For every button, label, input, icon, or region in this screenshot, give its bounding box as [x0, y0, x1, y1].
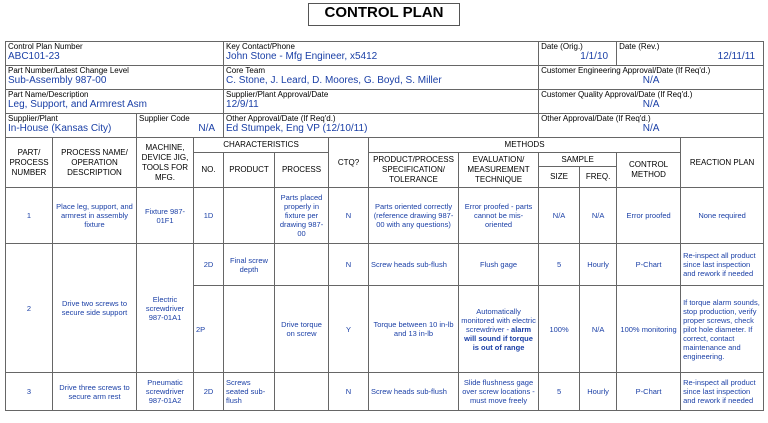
cust-quality-label: Customer Quality Approval/Date (If Req'd.): [541, 90, 693, 99]
process-name-cell: Drive two screws to secure side support: [53, 244, 137, 373]
control-method-cell: P-Chart: [617, 244, 681, 286]
size-cell: N/A: [539, 188, 580, 244]
freq-cell: N/A: [580, 188, 617, 244]
char-no-cell: 2D: [194, 244, 224, 286]
process-cell: [275, 373, 329, 411]
part-number-cell: 3: [6, 373, 53, 411]
freq-cell: Hourly: [580, 373, 617, 411]
part-name-cell: [6, 90, 224, 114]
cust-quality-value: N/A: [642, 99, 660, 110]
table-row: [6, 188, 764, 244]
part-number-cell: 2: [6, 244, 53, 373]
plant-approval-label: Supplier/Plant Approval/Date: [226, 90, 329, 99]
cust-quality-cell: [539, 90, 764, 114]
table-row: [6, 373, 764, 411]
cust-eng-cell: [539, 66, 764, 90]
col-no: NO.: [194, 153, 224, 188]
plan-number-cell: [6, 42, 224, 66]
col-methods: METHODS: [369, 138, 681, 153]
header-row-3: [6, 90, 764, 114]
evaluation-cell: Slide flushness gage over screw locations - must move freely: [459, 373, 539, 411]
core-team-value: C. Stone, J. Leard, D. Moores, G. Boyd, S. Miller: [226, 75, 442, 86]
plan-number-label: Control Plan Number: [8, 42, 83, 51]
part-name-label: Part Name/Description: [8, 90, 89, 99]
control-plan-table: [5, 41, 764, 411]
col-spec: PRODUCT/PROCESS SPECIFICATION/ TOLERANCE: [369, 153, 459, 188]
page-title: CONTROL PLAN: [324, 4, 444, 21]
col-process-name: PROCESS NAME/ OPERATION DESCRIPTION: [53, 138, 137, 188]
header-row-4: [6, 114, 764, 138]
core-team-label: Core Team: [226, 66, 265, 75]
char-no-cell: 2D: [194, 373, 224, 411]
spec-cell: Parts oriented correctly (reference drawing 987-00 with any questions): [369, 188, 459, 244]
other-approval-value: Ed Stumpek, Eng VP (12/10/11): [226, 123, 368, 134]
supplier-code-value: N/A: [198, 123, 216, 134]
header-row-2: [6, 66, 764, 90]
contact-cell: [224, 42, 539, 66]
contact-label: Key Contact/Phone: [226, 42, 295, 51]
col-evaluation: EVALUATION/ MEASUREMENT TECHNIQUE: [459, 153, 539, 188]
size-cell: 5: [539, 244, 580, 286]
col-control-method: CONTROL METHOD: [617, 153, 681, 188]
col-product: PRODUCT: [224, 153, 275, 188]
column-header-row-1: [6, 138, 764, 153]
cust-eng-value: N/A: [642, 75, 660, 86]
part-name-value: Leg, Support, and Armrest Asm: [8, 99, 147, 110]
process-cell: Parts placed properly in fixture per drawing 987-00: [275, 188, 329, 244]
col-machine: MACHINE, DEVICE JIG, TOOLS FOR MFG.: [137, 138, 194, 188]
date-rev-cell: [617, 42, 764, 66]
col-reaction-plan: REACTION PLAN: [681, 138, 764, 188]
process-cell: Drive torque on screw: [275, 286, 329, 373]
control-method-cell: P-Chart: [617, 373, 681, 411]
supplier-code-label: Supplier Code: [139, 114, 190, 123]
supplier-value: In-House (Kansas City): [8, 123, 112, 134]
plant-approval-cell: [224, 90, 539, 114]
date-rev-value: 12/11/11: [717, 51, 756, 62]
part-number-cell: 1: [6, 188, 53, 244]
cust-eng-label: Customer Engineering Approval/Date (If Req'd.): [541, 66, 711, 75]
evaluation-cell: Flush gage: [459, 244, 539, 286]
other-approval2-value: N/A: [642, 123, 660, 134]
freq-cell: N/A: [580, 286, 617, 373]
evaluation-cell: Error proofed - parts cannot be mis-oriented: [459, 188, 539, 244]
col-ctq: CTQ?: [329, 138, 369, 188]
evaluation-alarm-text: alarm will sound if torque is out of range: [464, 324, 533, 352]
col-part-process-number: PART/ PROCESS NUMBER: [6, 138, 53, 188]
machine-cell: Fixture 987-01F1: [137, 188, 194, 244]
other-approval2-cell: [539, 114, 764, 138]
char-no-cell: 1D: [194, 188, 224, 244]
plant-approval-value: 12/9/11: [226, 99, 259, 110]
plan-number-value: ABC101-23: [8, 51, 60, 62]
date-orig-cell: [539, 42, 617, 66]
char-no-cell: 2P: [194, 286, 224, 373]
date-orig-value: 1/1/10: [580, 51, 609, 62]
evaluation-cell: [459, 286, 539, 373]
control-method-cell: Error proofed: [617, 188, 681, 244]
supplier-cell: [6, 114, 137, 138]
col-characteristics: CHARACTERISTICS: [194, 138, 329, 153]
product-cell: Screws seated sub-flush: [224, 373, 275, 411]
size-cell: 5: [539, 373, 580, 411]
supplier-label: Supplier/Plant: [8, 114, 58, 123]
supplier-code-cell: [137, 114, 224, 138]
other-approval2-label: Other Approval/Date (If Req'd.): [541, 114, 651, 123]
freq-cell: Hourly: [580, 244, 617, 286]
ctq-cell: N: [329, 244, 369, 286]
spec-cell: Screw heads sub-flush: [369, 244, 459, 286]
machine-cell: Pneumatic screwdriver 987-01A2: [137, 373, 194, 411]
product-cell: [224, 188, 275, 244]
header-row-1: [6, 42, 764, 66]
ctq-cell: N: [329, 373, 369, 411]
machine-cell: Electric screwdriver 987-01A1: [137, 244, 194, 373]
reaction-plan-cell: None required: [681, 188, 764, 244]
part-number-value: Sub-Assembly 987-00: [8, 75, 107, 86]
col-process: PROCESS: [275, 153, 329, 188]
reaction-plan-cell: If torque alarm sounds, stop production, verify proper screws, check pilot hole diameter. If correct, contact maintenance and engineering.: [681, 286, 764, 373]
size-cell: 100%: [539, 286, 580, 373]
other-approval-label: Other Approval/Date (If Req'd.): [226, 114, 336, 123]
core-team-cell: [224, 66, 539, 90]
spec-cell: Torque between 10 in-lb and 13 in-lb: [369, 286, 459, 373]
process-name-cell: Place leg, support, and armrest in assembly fixture: [53, 188, 137, 244]
ctq-cell: Y: [329, 286, 369, 373]
part-number-cell: [6, 66, 224, 90]
product-cell: [224, 286, 275, 373]
date-orig-label: Date (Orig.): [541, 42, 583, 51]
date-rev-label: Date (Rev.): [619, 42, 660, 51]
ctq-cell: N: [329, 188, 369, 244]
process-cell: [275, 244, 329, 286]
col-freq: FREQ.: [580, 167, 617, 188]
col-sample: SAMPLE: [539, 153, 617, 167]
reaction-plan-cell: Re-inspect all product since last inspection and rework if needed: [681, 373, 764, 411]
product-cell: Final screw depth: [224, 244, 275, 286]
process-name-cell: Drive three screws to secure arm rest: [53, 373, 137, 411]
control-method-cell: 100% monitoring: [617, 286, 681, 373]
contact-value: John Stone - Mfg Engineer, x5412: [226, 51, 378, 62]
part-number-label: Part Number/Latest Change Level: [8, 66, 129, 75]
reaction-plan-cell: Re-inspect all product since last inspection and rework if needed: [681, 244, 764, 286]
table-row: [6, 244, 764, 286]
evaluation-text: Automatically monitored with electric screwdriver -: [461, 306, 536, 334]
spec-cell: Screw heads sub-flush: [369, 373, 459, 411]
col-size: SIZE: [539, 167, 580, 188]
other-approval-cell: [224, 114, 539, 138]
